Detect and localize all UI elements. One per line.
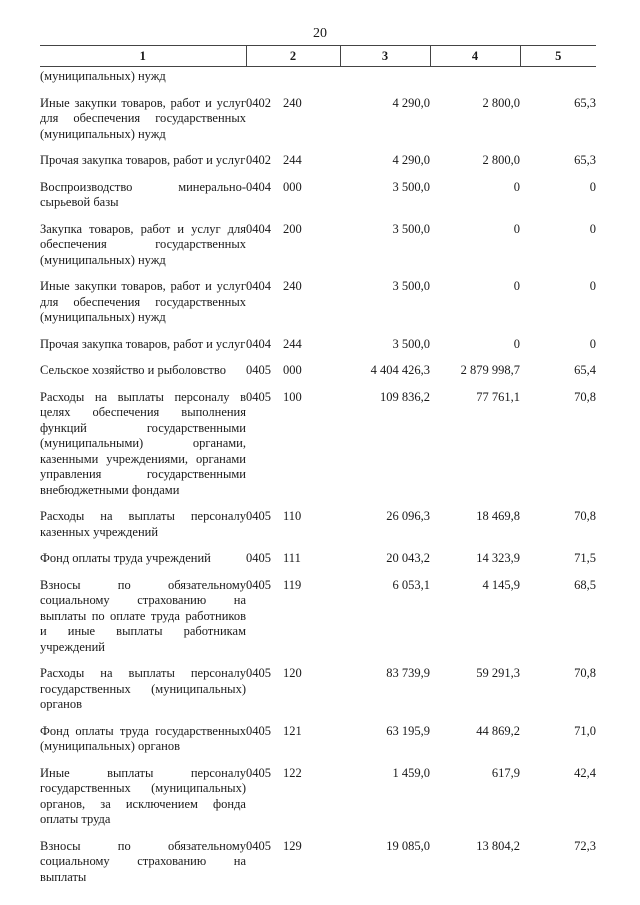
- row-executed: 2 879 998,7: [460, 363, 520, 377]
- column-header-1: 1: [40, 46, 246, 67]
- row-executed: 2 800,0: [482, 153, 520, 167]
- continuation-row: [40, 67, 596, 96]
- row-plan: 3 500,0: [392, 179, 430, 194]
- row-section-code: 0405: [246, 363, 271, 377]
- row-percent: 65,3: [574, 153, 596, 167]
- table-row: [40, 222, 596, 280]
- row-code-cell: [246, 551, 340, 578]
- row-executed: 14 323,9: [476, 551, 520, 565]
- row-percent: 0: [589, 179, 596, 194]
- table-body: [40, 67, 596, 897]
- row-name: Взносы по обязательному социальному страхованию на выплаты по оплате труда работников и иные выплаты работникам учреждений: [40, 577, 246, 654]
- row-name: Расходы на выплаты персоналу казенных учреждений: [40, 509, 246, 539]
- table-row: [40, 551, 596, 578]
- row-expense-code: 240: [283, 95, 302, 110]
- row-plan: 63 195,9: [386, 723, 430, 738]
- row-expense-code: 122: [283, 765, 302, 780]
- table-row: [40, 766, 596, 839]
- row-expense-code: 244: [283, 153, 302, 167]
- row-plan: 26 096,3: [386, 509, 430, 523]
- row-percent: 65,4: [574, 363, 596, 377]
- row-plan: 1 459,0: [392, 765, 430, 780]
- row-expense-code: 120: [283, 666, 302, 680]
- row-executed: 617,9: [491, 765, 520, 780]
- row-code-cell: [246, 509, 340, 551]
- column-header-5: 5: [520, 46, 596, 67]
- table-row: [40, 390, 596, 510]
- row-percent: 0: [589, 279, 596, 293]
- row-name: Иные закупки товаров, работ и услуг для обеспечения государственных (муниципальных) нужд: [40, 95, 246, 141]
- row-expense-code: 244: [283, 336, 302, 351]
- row-executed: 44 869,2: [476, 723, 520, 738]
- row-executed: 0: [513, 179, 520, 194]
- row-code-cell: [246, 279, 340, 337]
- row-expense-code: 111: [283, 551, 301, 565]
- table-row: [40, 153, 596, 180]
- table-header: [40, 46, 596, 67]
- continuation-text: (муниципальных) нужд: [40, 69, 166, 83]
- row-expense-code: 121: [283, 723, 302, 738]
- table-row: [40, 509, 596, 551]
- row-section-code: 0405: [246, 765, 271, 780]
- row-plan: 6 053,1: [392, 577, 430, 592]
- row-name: Сельское хозяйство и рыболовство: [40, 363, 226, 377]
- row-code-cell: [246, 390, 340, 510]
- row-name: Фонд оплаты труда государственных (муниципальных) органов: [40, 723, 246, 753]
- row-plan: 4 404 426,3: [370, 363, 430, 377]
- row-code-cell: [246, 222, 340, 280]
- row-percent: 70,8: [574, 389, 596, 404]
- table-row: [40, 666, 596, 724]
- row-section-code: 0405: [246, 838, 271, 853]
- row-executed: 0: [513, 279, 520, 293]
- row-name: Расходы на выплаты персоналу государственных (муниципальных) органов: [40, 666, 246, 711]
- row-percent: 0: [589, 221, 596, 236]
- page-number: 20: [313, 26, 327, 41]
- row-name: Прочая закупка товаров, работ и услуг: [40, 336, 246, 351]
- table-row: [40, 279, 596, 337]
- row-plan: 3 500,0: [392, 336, 430, 351]
- row-code-cell: [246, 96, 340, 154]
- row-percent: 42,4: [574, 765, 596, 780]
- table-row: [40, 337, 596, 364]
- row-executed: 0: [513, 221, 520, 236]
- row-section-code: 0405: [246, 509, 271, 523]
- row-section-code: 0405: [246, 723, 271, 738]
- row-code-cell: [246, 724, 340, 766]
- row-executed: 0: [513, 336, 520, 351]
- row-expense-code: 000: [283, 179, 302, 194]
- row-executed: 13 804,2: [476, 838, 520, 853]
- row-expense-code: 200: [283, 221, 302, 236]
- row-plan: 83 739,9: [386, 666, 430, 680]
- row-code-cell: [246, 766, 340, 839]
- row-name: Иные закупки товаров, работ и услуг для обеспечения государственных (муниципальных) нужд: [40, 279, 246, 324]
- row-expense-code: 129: [283, 838, 302, 853]
- row-section-code: 0402: [246, 153, 271, 167]
- row-expense-code: 100: [283, 389, 302, 404]
- row-percent: 70,8: [574, 509, 596, 523]
- row-executed: 18 469,8: [476, 509, 520, 523]
- row-plan: 4 290,0: [392, 153, 430, 167]
- row-plan: 3 500,0: [392, 221, 430, 236]
- row-section-code: 0402: [246, 95, 271, 110]
- row-name: Закупка товаров, работ и услуг для обеспечения государственных (муниципальных) нужд: [40, 221, 246, 267]
- row-expense-code: 119: [283, 577, 302, 592]
- row-code-cell: [246, 578, 340, 667]
- row-percent: 65,3: [574, 95, 596, 110]
- column-header-2: 2: [246, 46, 340, 67]
- table-row: [40, 180, 596, 222]
- row-section-code: 0405: [246, 577, 271, 592]
- row-expense-code: 110: [283, 509, 302, 523]
- row-name: Взносы по обязательному социальному страхованию на выплаты: [40, 838, 246, 884]
- row-executed: 2 800,0: [482, 95, 520, 110]
- row-plan: 4 290,0: [392, 95, 430, 110]
- row-section-code: 0404: [246, 179, 271, 194]
- row-code-cell: [246, 153, 340, 180]
- row-percent: 0: [589, 336, 596, 351]
- row-executed: 4 145,9: [482, 577, 520, 592]
- row-code-cell: [246, 666, 340, 724]
- row-executed: 77 761,1: [476, 389, 520, 404]
- row-section-code: 0404: [246, 336, 271, 351]
- row-name: Прочая закупка товаров, работ и услуг: [40, 153, 246, 167]
- row-name: Расходы на выплаты персоналу в целях обеспечения выполнения функций государственными (муниципальными) органами, казенными учреждениями, органами управления государственными внебюджетными фондами: [40, 389, 246, 497]
- header-row: [40, 46, 596, 67]
- row-percent: 71,5: [574, 551, 596, 565]
- row-code-cell: [246, 337, 340, 364]
- row-name: Фонд оплаты труда учреждений: [40, 551, 211, 565]
- row-percent: 68,5: [574, 577, 596, 592]
- row-section-code: 0404: [246, 279, 271, 293]
- column-header-3: 3: [340, 46, 430, 67]
- row-code-cell: [246, 180, 340, 222]
- row-code-cell: [246, 363, 340, 390]
- table-row: [40, 96, 596, 154]
- row-code-cell: [246, 839, 340, 897]
- row-plan: 20 043,2: [386, 551, 430, 565]
- row-plan: 109 836,2: [380, 389, 430, 404]
- table-row: [40, 724, 596, 766]
- row-expense-code: 000: [283, 363, 302, 377]
- budget-table: [40, 45, 596, 896]
- row-executed: 59 291,3: [476, 666, 520, 680]
- row-percent: 71,0: [574, 723, 596, 738]
- table-row: [40, 839, 596, 897]
- table-row: [40, 578, 596, 667]
- row-expense-code: 240: [283, 279, 302, 293]
- row-name: Иные выплаты персоналу государственных (муниципальных) органов, за исключением фонда оплаты труда: [40, 765, 246, 826]
- column-header-4: 4: [430, 46, 520, 67]
- row-name: Воспроизводство минерально-сырьевой базы: [40, 179, 246, 209]
- row-section-code: 0404: [246, 221, 271, 236]
- row-section-code: 0405: [246, 551, 271, 565]
- row-section-code: 0405: [246, 389, 271, 404]
- row-percent: 70,8: [574, 666, 596, 680]
- row-plan: 3 500,0: [392, 279, 430, 293]
- row-section-code: 0405: [246, 666, 271, 680]
- table-row: [40, 363, 596, 390]
- row-percent: 72,3: [574, 838, 596, 853]
- row-plan: 19 085,0: [386, 838, 430, 853]
